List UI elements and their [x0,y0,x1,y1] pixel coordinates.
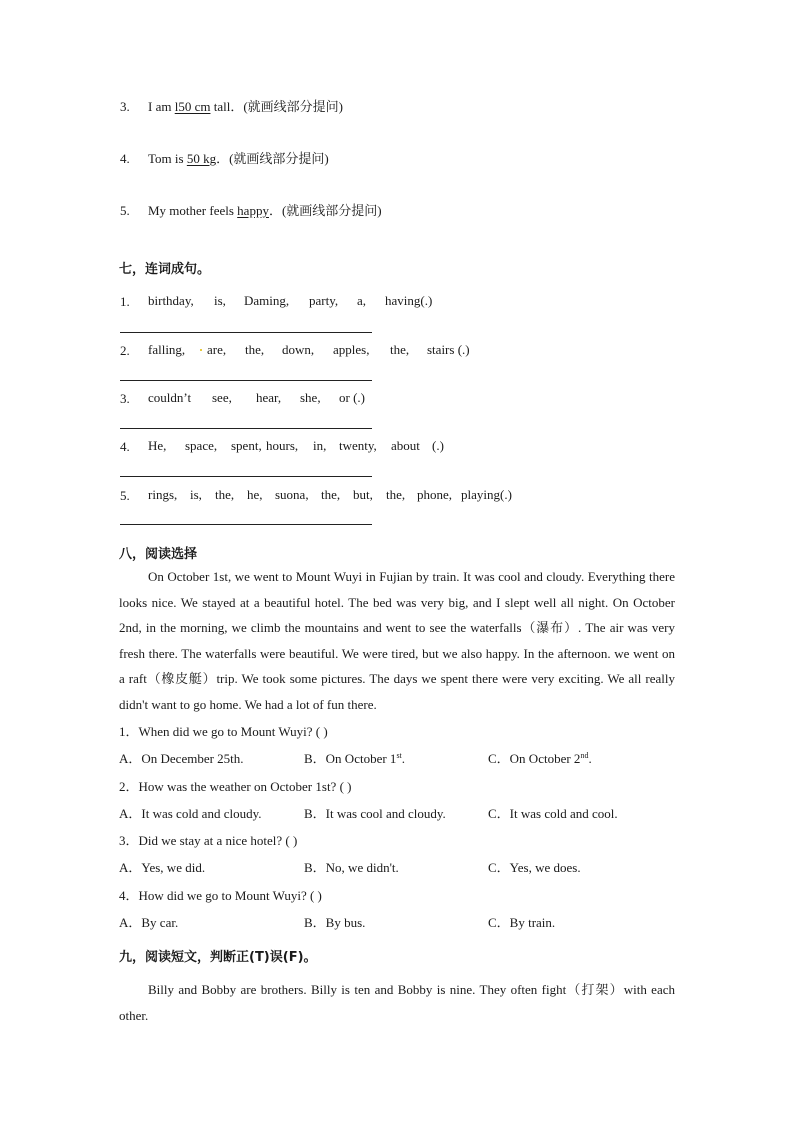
section-9-title: 九，阅读短文，判断正(T)误(F)。 [119,950,317,965]
word: hear, [256,390,282,405]
word: hours, [266,438,299,453]
option-c-text: C．On October 2 [488,751,581,766]
word: the, [245,342,265,357]
option-c[interactable]: C．Yes, we does. [488,860,581,875]
word: falling, [148,342,186,357]
word: suona, [275,487,309,502]
option-a[interactable]: A．By car. [119,915,179,930]
option-b-text: B．On October 1 [304,751,397,766]
word: the, [321,487,341,502]
word: is, [190,487,202,502]
option-a[interactable]: A．It was cold and cloudy. [119,806,262,821]
question-text-pre: I am [148,99,175,114]
word: phone, [417,487,453,502]
word: having(.) [385,293,433,308]
word: stairs (.) [427,342,470,357]
word: down, [282,342,315,357]
option-b-end: . [401,751,406,766]
option-a[interactable]: A．Yes, we did. [119,860,206,875]
option-b[interactable] [304,748,405,767]
question-4: 4．How did we go to Mount Wuyi? ( ) [119,888,322,903]
question-1: 1．When did we go to Mount Wuyi? ( ) [119,724,328,739]
question-text-post: ．(就画线部分提问) [216,151,329,166]
option-c-end: . [588,751,592,766]
word: the, [390,342,410,357]
ordinal-suffix: nd [580,751,589,760]
option-c[interactable] [488,748,592,767]
question-3 [120,96,343,115]
reading-passage-2: Billy and Bobby are brothers. Billy is ten and Bobby is nine. They often fight（打架）with each other. [119,982,675,1023]
section-8-title: 八，阅读选择 [119,547,198,562]
answer-line[interactable] [120,524,372,525]
option-c[interactable]: C．By train. [488,915,556,930]
word: or (.) [339,390,365,405]
answer-line[interactable] [120,380,372,381]
word: the, [386,487,406,502]
word: space, [185,438,218,453]
word: (.) [432,438,444,453]
word: the, [215,487,235,502]
section-7-title: 七，连词成句。 [119,262,211,277]
question-text-post: ．(就画线部分提问) [268,203,382,218]
word: is, [214,293,226,308]
word: playing(.) [461,487,512,502]
word: spent, [231,438,262,453]
word: He, [148,438,167,453]
word: in, [313,438,327,453]
underlined-part: l50 cm [174,99,211,114]
question-2: 2．How was the weather on October 1st? ( ) [119,779,352,794]
item-1-number: 1. [120,294,130,309]
word: a, [357,293,367,308]
word: about [391,438,420,453]
answer-line[interactable] [120,332,372,333]
option-c[interactable]: C．It was cold and cool. [488,806,618,821]
underlined-part: happy [237,203,269,218]
word: but, [353,487,373,502]
answer-line[interactable] [120,476,372,477]
option-b[interactable]: B．By bus. [304,915,366,930]
answer-line[interactable] [120,428,372,429]
question-3: 3．Did we stay at a nice hotel? ( ) [119,833,298,848]
word: Daming, [244,293,290,308]
word: birthday, [148,293,194,308]
word: are, [207,342,227,357]
word: party, [309,293,339,308]
word: he, [247,487,263,502]
option-a[interactable]: A．On December 25th. [119,751,244,766]
ordinal-suffix: st [396,751,402,760]
question-number: 4. [120,151,130,166]
word: see, [212,390,232,405]
question-5 [120,200,382,219]
word: apples, [333,342,370,357]
question-text-post: tall．(就画线部分提问) [210,99,343,114]
word: twenty, [339,438,377,453]
option-b[interactable]: B．It was cool and cloudy. [304,806,446,821]
underlined-part: 50 kg [186,151,217,166]
question-number: 5. [120,203,130,218]
question-4 [120,148,329,167]
item-4-number: 4. [120,439,130,454]
word: she, [300,390,321,405]
dot-mark [200,349,202,351]
item-2-number: 2. [120,343,130,358]
item-5-number: 5. [120,488,130,503]
question-number: 3. [120,99,130,114]
item-3-number: 3. [120,391,130,406]
reading-passage: On October 1st, we went to Mount Wuyi in Fujian by train. It was cool and cloudy. Everything there looks nice. We stayed at a beautiful hotel. The bed was very big, and I slept well all night. On October 2nd, in the morning, we climb the mountains and went to see the waterfalls（瀑布）. The air was very fresh there. The waterfalls were beautiful. We were tired, but we also happy. In the afternoon. we went on a raft（橡皮艇）trip. We took some pictures. The days we spent there were very exciting. We all really didn't want to go home. We had a lot of fun there. [119,569,675,712]
word: rings, [148,487,178,502]
question-text-pre: My mother feels [148,203,238,218]
word: couldn’t [148,390,192,405]
option-b[interactable]: B．No, we didn't. [304,860,399,875]
question-text-pre: Tom is [148,151,187,166]
